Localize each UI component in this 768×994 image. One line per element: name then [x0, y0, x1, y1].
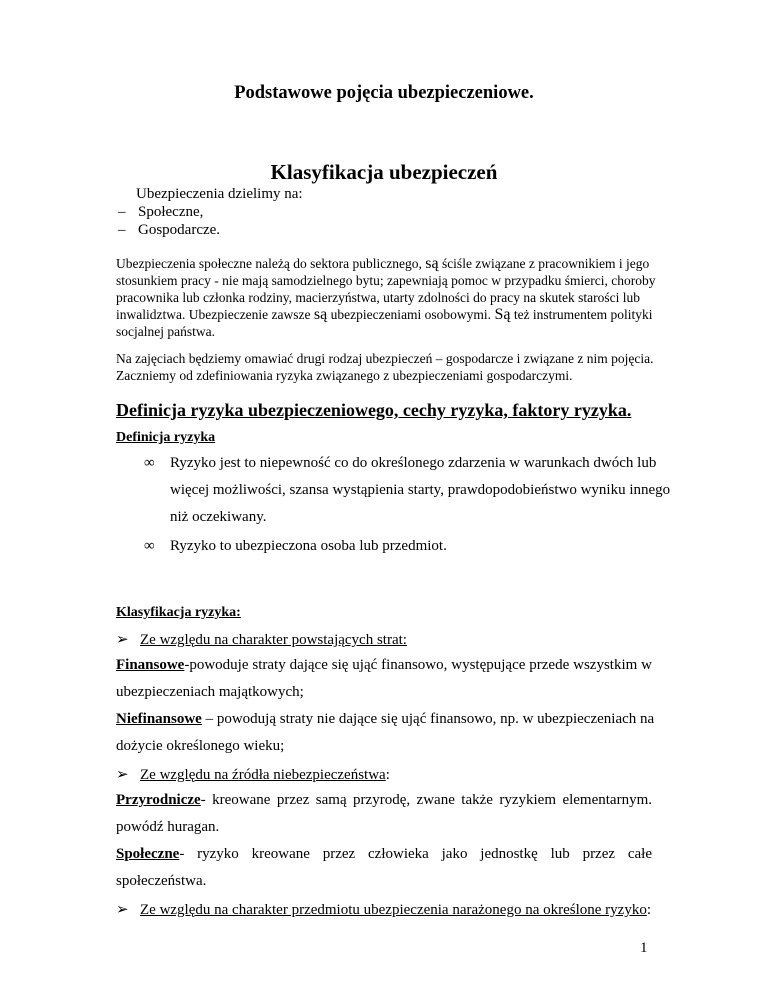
paragraph-line: społeczeństwa.: [116, 873, 207, 889]
paragraph-line: Ubezpieczenia społeczne należą do sektora publicznego, są ściśle związane z pracownikiem i jego: [116, 255, 650, 272]
paragraph-line: stosunkiem pracy - nie mają samodzielnego bytu; zapewniają pomoc w przypadku śmierci, choroby: [116, 273, 656, 288]
bullet-item: ∞ Ryzyko jest to niepewność co do określonego zdarzenia w warunkach dwóch lub: [144, 455, 657, 471]
infinity-bullet-icon: ∞: [144, 538, 155, 554]
document-title: Podstawowe pojęcia ubezpieczeniowe.: [234, 83, 534, 103]
paragraph-line: ubezpieczeniach majątkowych;: [116, 684, 304, 700]
list-item: – Gospodarcze.: [118, 222, 221, 238]
arrow-item: ➢ Ze względu na charakter przedmiotu ubezpieczenia narażonego na określone ryzyko:: [116, 902, 652, 918]
arrow-item: ➢ Ze względu na charakter powstających strat:: [116, 632, 407, 648]
infinity-bullet-icon: ∞: [144, 455, 155, 471]
paragraph-line: Na zajęciach będziemy omawiać drugi rodzaj ubezpieczeń – gospodarcze i związane z nim pojęcia.: [116, 351, 654, 366]
arrow-item: ➢ Ze względu na źródła niebezpieczeństwa:: [116, 767, 390, 783]
bullet-item-continuation: więcej możliwości, szansa wystąpienia starty, prawdopodobieństwo wyniku innego: [170, 482, 671, 498]
paragraph-line: pracownika lub członka rodziny, macierzyństwa, utarty zdolności do pracy na skutek starości lub: [116, 290, 640, 305]
paragraph-line: Społeczne- ryzyko kreowane przez człowieka jako jednostkę lub przez całe: [116, 846, 652, 862]
subheading-definicja-ryzyka: Definicja ryzyka: [116, 430, 216, 445]
intro-text: Ubezpieczenia dzielimy na:: [136, 186, 303, 202]
section-heading-definicja: Definicja ryzyka ubezpieczeniowego, cechy ryzyka, faktory ryzyka.: [116, 400, 632, 420]
arrow-bullet-icon: ➢: [116, 902, 129, 918]
list-item: – Społeczne,: [118, 204, 204, 220]
paragraph-line: Zaczniemy od zdefiniowania ryzyka związanego z ubezpieczeniami gospodarczymi.: [116, 368, 573, 383]
subheading-klasyfikacja-ryzyka: Klasyfikacja ryzyka:: [116, 605, 241, 620]
arrow-bullet-icon: ➢: [116, 632, 129, 648]
paragraph-line: Niefinansowe – powodują straty nie dające się ująć finansowo, np. w ubezpieczeniach na: [116, 711, 655, 727]
page-number: 1: [640, 940, 648, 956]
paragraph-line: inwalidztwa. Ubezpieczenie zawsze są ubezpieczeniami osobowymi. Są też instrumentem polityki: [116, 306, 653, 323]
paragraph-line: socjalnej państwa.: [116, 324, 215, 339]
paragraph-line: Przyrodnicze- kreowane przez samą przyrodę, zwane także ryzykiem elementarnym.: [116, 792, 652, 808]
bullet-item: ∞ Ryzyko to ubezpieczona osoba lub przedmiot.: [144, 538, 447, 554]
dash-icon: –: [118, 222, 126, 238]
dash-icon: –: [118, 204, 126, 220]
paragraph-line: Finansowe-powoduje straty dające się ująć finansowo, występujące przede wszystkim w: [116, 657, 652, 673]
paragraph-line: powódź huragan.: [116, 819, 220, 835]
paragraph-line: dożycie określonego wieku;: [116, 738, 285, 754]
section-heading-klasyfikacja: Klasyfikacja ubezpieczeń: [270, 160, 498, 184]
bullet-item-continuation: niż oczekiwany.: [170, 509, 267, 525]
arrow-bullet-icon: ➢: [116, 767, 129, 783]
